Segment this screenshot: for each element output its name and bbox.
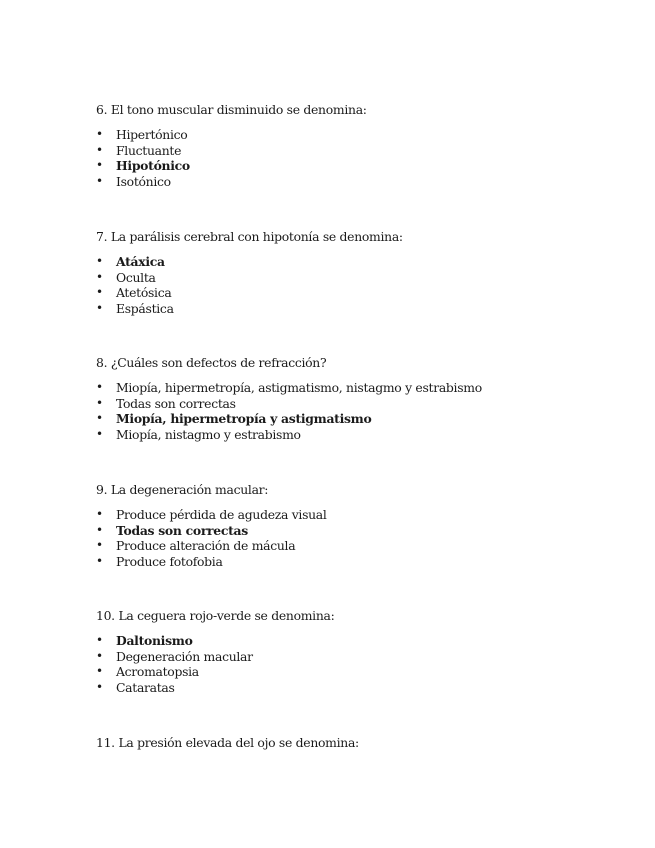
option-item: • Degeneración macular	[96, 648, 253, 664]
option-item: • Miopía, nistagmo y estrabismo	[96, 426, 301, 442]
question-text: 6. El tono muscular disminuido se denomina:	[96, 102, 367, 117]
question-text: 9. La degeneración macular:	[96, 482, 269, 497]
bullet-icon: •	[96, 173, 103, 188]
bullet-icon: •	[96, 522, 103, 537]
option-item: • Produce alteración de mácula	[96, 538, 296, 554]
option-item: • Isotónico	[96, 173, 171, 189]
bullet-icon: •	[96, 648, 103, 663]
option-item: • Hipertónico	[96, 127, 188, 142]
question-11	[96, 735, 616, 751]
options-list	[96, 254, 616, 316]
bullet-icon: •	[96, 380, 103, 394]
option-item: • Acromatopsia	[96, 664, 199, 680]
bullet-icon: •	[96, 395, 103, 410]
question-text: 10. La ceguera rojo-verde se denomina:	[96, 608, 335, 623]
bullet-icon: •	[96, 300, 103, 315]
bullet-icon: •	[96, 127, 103, 141]
question-text: 7. La parálisis cerebral con hipotonía se denomina:	[96, 229, 403, 244]
bullet-icon: •	[96, 285, 103, 300]
option-item: • Produce fotofobia	[96, 553, 223, 569]
bullet-icon: •	[96, 679, 103, 694]
bullet-icon: •	[96, 142, 103, 157]
question-6	[96, 102, 616, 189]
question-10	[96, 608, 616, 695]
bullet-icon: •	[96, 538, 103, 553]
option-item: • Todas son correctas	[96, 395, 236, 411]
option-item-correct: • Miopía, hipermetropía y astigmatismo	[96, 411, 372, 427]
option-item: • Produce pérdida de agudeza visual	[96, 507, 327, 522]
option-item: • Oculta	[96, 269, 156, 285]
bullet-icon: •	[96, 158, 103, 173]
bullet-icon: •	[96, 507, 103, 521]
option-item: • Atetósica	[96, 285, 172, 301]
bullet-icon: •	[96, 254, 103, 268]
bullet-icon: •	[96, 553, 103, 568]
question-text: 8. ¿Cuáles son defectos de refracción?	[96, 355, 327, 370]
option-item: • Miopía, hipermetropía, astigmatismo, nistagmo y estrabismo	[96, 380, 482, 395]
option-item: • Espástica	[96, 300, 174, 316]
bullet-icon: •	[96, 426, 103, 441]
question-text: 11. La presión elevada del ojo se denomina:	[96, 735, 359, 750]
options-list	[96, 380, 616, 442]
bullet-icon: •	[96, 411, 103, 426]
question-7	[96, 229, 616, 316]
option-item-correct: • Hipotónico	[96, 158, 190, 174]
bullet-icon: •	[96, 633, 103, 647]
bullet-icon: •	[96, 664, 103, 679]
question-9	[96, 482, 616, 569]
option-item-correct: • Todas son correctas	[96, 522, 248, 538]
options-list	[96, 507, 616, 569]
option-item: • Cataratas	[96, 679, 175, 695]
bullet-icon: •	[96, 269, 103, 284]
question-8	[96, 355, 616, 442]
options-list	[96, 633, 616, 695]
option-item-correct: • Atáxica	[96, 254, 165, 269]
option-item-correct: • Daltonismo	[96, 633, 193, 648]
options-list	[96, 127, 616, 189]
option-item: • Fluctuante	[96, 142, 182, 158]
